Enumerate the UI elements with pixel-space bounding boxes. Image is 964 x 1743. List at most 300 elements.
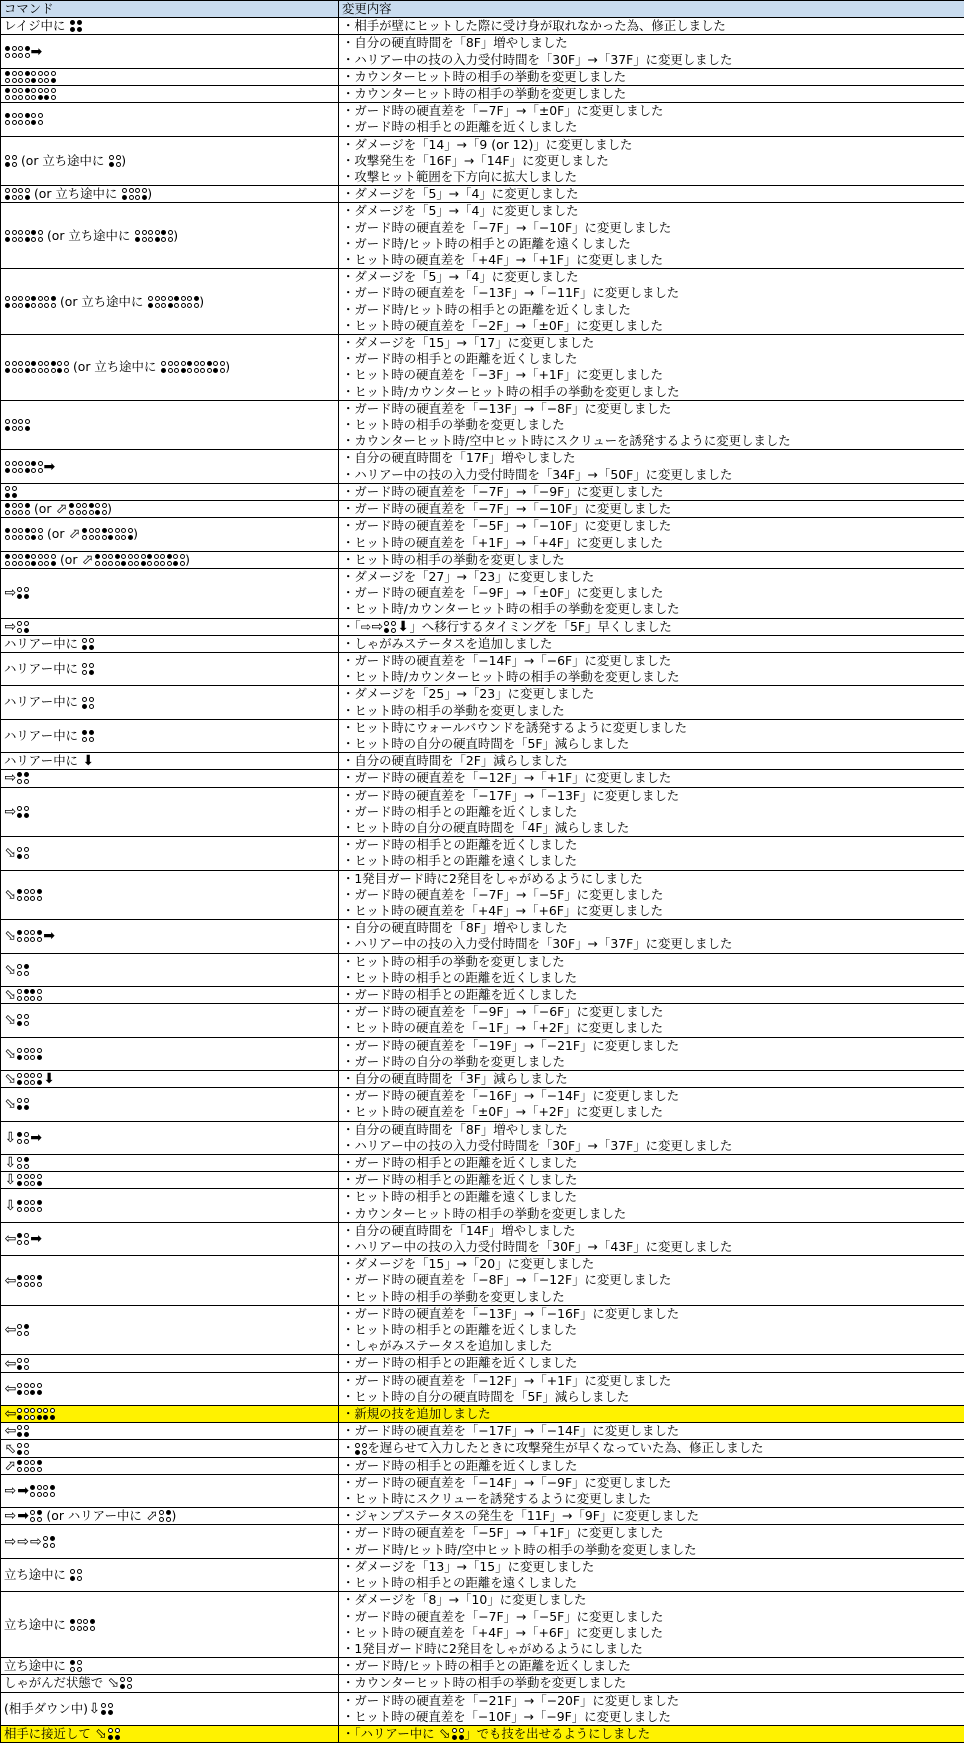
command-cell — [1, 68, 339, 85]
button-layout-icon — [30, 1408, 42, 1420]
change-description-cell — [339, 1222, 964, 1255]
direction-arrow-icon: ⬂ — [95, 1727, 107, 1741]
change-line: ・「ハリアー中に ⬂ 」でも技を出せるようにしました — [342, 1726, 961, 1742]
command-text: (or 立ち途中に — [43, 228, 134, 244]
change-line: ・自分の硬直時間を「17F」増やしました — [342, 450, 961, 466]
change-line: ・自分の硬直時間を「8F」増やしました — [342, 1122, 961, 1138]
change-line: ・ガード時の硬直差を「−13F」→「−11F」に変更しました — [342, 285, 961, 301]
table-row — [1, 568, 964, 618]
button-layout-icon — [5, 155, 17, 167]
change-description-cell — [339, 18, 964, 35]
command-cell — [1, 770, 339, 787]
command-notation — [4, 1535, 335, 1549]
change-line: ・しゃがみステータスを追加しました — [342, 1338, 961, 1354]
command-notation — [4, 661, 335, 677]
button-layout-icon — [161, 230, 173, 242]
table-row — [1, 203, 964, 269]
command-text: (or 立ち途中に — [30, 186, 121, 202]
command-cell — [1, 501, 339, 518]
command-text: (or 立ち途中に — [17, 153, 108, 169]
command-text: ハリアー中に — [4, 694, 82, 710]
change-description-cell — [339, 1406, 964, 1423]
direction-arrow-icon: ➡ — [30, 1131, 42, 1145]
change-description-cell — [339, 1675, 964, 1692]
button-layout-icon — [31, 230, 43, 242]
button-layout-icon — [30, 1174, 42, 1186]
command-notation — [4, 1156, 335, 1170]
button-layout-icon — [70, 1660, 82, 1672]
change-line: ・ヒット時にスクリューを誘発するように変更しました — [342, 1491, 961, 1507]
column-header-command: コマンド — [1, 1, 339, 18]
change-description-cell — [339, 1658, 964, 1675]
button-layout-icon — [30, 1200, 42, 1212]
change-line: ・ガード時の相手との距離を近くしました — [342, 1355, 961, 1371]
button-layout-icon — [31, 554, 43, 566]
command-notation — [4, 1701, 335, 1717]
direction-arrow-icon: ➡ — [17, 1509, 29, 1523]
command-text: 立ち途中に — [4, 1617, 70, 1633]
button-layout-icon — [44, 554, 56, 566]
change-line: ・ヒット時の相手との距離を遠くしました — [342, 1575, 961, 1591]
table-row — [1, 1525, 964, 1558]
change-line: ・ヒット時の相手の挙動を変更しました — [342, 417, 961, 433]
command-notation — [4, 1173, 335, 1187]
button-layout-icon — [161, 361, 173, 373]
button-layout-icon — [18, 71, 30, 83]
command-cell — [1, 1088, 339, 1121]
change-line: ・ハリアー中の技の入力受付時間を「34F」→「50F」に変更しました — [342, 467, 961, 483]
change-description-cell — [339, 1071, 964, 1088]
change-line: ・ガード時/ヒット時/空中ヒット時の相手の挙動を変更しました — [342, 1542, 961, 1558]
change-description-cell — [339, 953, 964, 986]
button-layout-icon — [30, 1485, 42, 1497]
command-cell — [1, 518, 339, 551]
direction-arrow-icon: ⬀ — [56, 502, 68, 516]
command-notation — [4, 888, 335, 902]
command-notation — [4, 1131, 335, 1145]
change-description-cell — [339, 652, 964, 685]
change-line: ・ガード時の相手との距離を近くしました — [342, 804, 961, 820]
change-line: ・ガード時の硬直差を「−5F」→「−10F」に変更しました — [342, 518, 961, 534]
command-notation — [4, 1508, 335, 1524]
change-line: ・ヒット時の硬直差を「−10F」→「−9F」に変更しました — [342, 1709, 961, 1725]
command-cell — [1, 1423, 339, 1440]
command-notation — [4, 1567, 335, 1583]
command-notation — [4, 1407, 335, 1421]
command-cell — [1, 1372, 339, 1405]
button-layout-icon — [17, 1174, 29, 1186]
command-cell — [1, 1071, 339, 1088]
table-row — [1, 1121, 964, 1154]
change-line: ・ガード時の相手との距離を近くしました — [342, 1172, 961, 1188]
command-notation — [4, 771, 335, 785]
command-notation — [4, 694, 335, 710]
change-line: ・ヒット時の自分の硬直時間を「4F」減らしました — [342, 820, 961, 836]
button-layout-icon — [31, 528, 43, 540]
change-description-cell — [339, 35, 964, 68]
command-text: しゃがんだ状態で — [4, 1675, 107, 1691]
table-row — [1, 1725, 964, 1742]
command-notation — [4, 1357, 335, 1371]
direction-arrow-icon: ⇨ — [5, 620, 17, 634]
change-line: ・カウンターヒット時の相手の挙動を変更しました — [342, 1675, 961, 1691]
change-line: ・ヒット時の硬直差を「−1F」→「+2F」に変更しました — [342, 1020, 961, 1036]
change-description-cell — [339, 1558, 964, 1591]
change-line: ・ガード時の硬直差を「−13F」→「−8F」に変更しました — [342, 401, 961, 417]
change-line: ・ダメージを「13」→「15」に変更しました — [342, 1559, 961, 1575]
direction-arrow-icon: ⇩ — [5, 1131, 17, 1145]
button-layout-icon — [44, 88, 56, 100]
command-notation — [4, 486, 335, 498]
change-line: ・ガード時の硬直差を「−9F」→「±0F」に変更しました — [342, 585, 961, 601]
change-description-cell — [339, 1355, 964, 1372]
change-line: ・ヒット時の相手の挙動を変更しました — [342, 703, 961, 719]
button-layout-icon — [5, 554, 17, 566]
change-line: ・ガード時の硬直差を「−21F」→「−20F」に変更しました — [342, 1693, 961, 1709]
change-line: ・ガード時の相手との距離を近くしました — [342, 1155, 961, 1171]
table-row — [1, 400, 964, 450]
change-description-cell — [339, 1037, 964, 1070]
button-layout-icon — [18, 419, 30, 431]
command-cell — [1, 35, 339, 68]
command-notation — [4, 18, 335, 34]
command-cell — [1, 568, 339, 618]
command-cell — [1, 1725, 339, 1742]
command-text: ) — [133, 526, 138, 542]
direction-arrow-icon: ⇦ — [5, 1323, 17, 1337]
change-line: ・自分の硬直時間を「3F」減らしました — [342, 1071, 961, 1087]
table-row — [1, 986, 964, 1003]
button-layout-icon — [121, 528, 133, 540]
change-description-cell — [339, 870, 964, 920]
change-description-cell — [339, 1121, 964, 1154]
button-layout-icon — [17, 989, 29, 1001]
table-row — [1, 652, 964, 685]
change-line: ・ヒット時/カウンターヒット時の相手の挙動を変更しました — [342, 601, 961, 617]
change-line: ・「⇨⇨ ⬇」へ移行するタイミングを「5F」早くしました — [342, 619, 961, 635]
button-layout-icon — [82, 528, 94, 540]
change-line: ・ヒット時の硬直差を「+4F」→「+6F」に変更しました — [342, 1625, 961, 1641]
table-row — [1, 1256, 964, 1306]
button-layout-icon — [5, 486, 17, 498]
direction-arrow-icon: ⇨ — [5, 1484, 17, 1498]
command-notation — [4, 460, 335, 474]
command-notation — [4, 228, 335, 244]
table-row — [1, 1508, 964, 1525]
button-layout-icon — [174, 361, 186, 373]
button-layout-icon — [17, 621, 29, 633]
button-layout-icon — [30, 889, 42, 901]
button-layout-icon — [82, 697, 94, 709]
command-text: ) — [121, 153, 126, 169]
command-text: (or — [43, 526, 68, 542]
command-cell — [1, 618, 339, 635]
command-notation — [4, 1199, 335, 1213]
button-layout-icon — [18, 88, 30, 100]
table-row — [1, 1305, 964, 1355]
direction-arrow-icon: ⇨ — [5, 771, 17, 785]
command-notation — [4, 988, 335, 1002]
command-text: 相手に接近して — [4, 1726, 95, 1742]
change-line: ・ガード時/ヒット時の相手との距離を遠くしました — [342, 236, 961, 252]
change-description-cell — [339, 335, 964, 401]
direction-arrow-icon: ⇦ — [5, 1407, 17, 1421]
command-notation — [4, 620, 335, 634]
command-cell — [1, 753, 339, 770]
change-line: ・しゃがみステータスを追加しました — [342, 636, 961, 652]
command-text: ハリアー中に — [4, 636, 82, 652]
button-layout-icon — [5, 113, 17, 125]
change-description-cell — [339, 787, 964, 837]
button-layout-icon — [17, 1200, 29, 1212]
button-layout-icon — [213, 361, 225, 373]
change-line: ・ヒット時の相手との距離を近くしました — [342, 970, 961, 986]
command-cell — [1, 86, 339, 103]
command-notation — [4, 1097, 335, 1111]
command-cell — [1, 1121, 339, 1154]
button-layout-icon — [17, 889, 29, 901]
button-layout-icon — [5, 296, 17, 308]
command-text: ハリアー中に — [4, 661, 82, 677]
change-description-cell — [339, 770, 964, 787]
command-notation — [4, 1072, 335, 1086]
command-cell — [1, 103, 339, 136]
button-layout-icon — [57, 361, 69, 373]
command-notation — [4, 186, 335, 202]
table-row — [1, 1004, 964, 1037]
button-layout-icon — [452, 1728, 464, 1740]
button-layout-icon — [95, 528, 107, 540]
button-layout-icon — [17, 806, 29, 818]
change-line: ・カウンターヒット時の相手の挙動を変更しました — [342, 1206, 961, 1222]
change-line: ・自分の硬直時間を「14F」増やしました — [342, 1223, 961, 1239]
change-line: ・ガード時の硬直差を「−14F」→「−9F」に変更しました — [342, 1475, 961, 1491]
button-layout-icon — [17, 1383, 29, 1395]
table-header-row — [1, 1, 964, 18]
command-cell — [1, 335, 339, 401]
change-description-cell — [339, 501, 964, 518]
change-description-cell — [339, 1440, 964, 1457]
button-layout-icon — [95, 554, 107, 566]
change-line: ・ガード時の相手との距離を近くしました — [342, 1458, 961, 1474]
change-description-cell — [339, 518, 964, 551]
direction-arrow-icon: ➡ — [17, 1484, 29, 1498]
change-line: ・ハリアー中の技の入力受付時間を「30F」→「37F」に変更しました — [342, 1138, 961, 1154]
button-layout-icon — [17, 847, 29, 859]
column-header-changes: 変更内容 — [339, 1, 964, 18]
change-line: ・ハリアー中の技の入力受付時間を「30F」→「37F」に変更しました — [342, 52, 961, 68]
button-layout-icon — [44, 71, 56, 83]
button-layout-icon — [18, 230, 30, 242]
command-notation — [4, 45, 335, 59]
change-description-cell — [339, 1305, 964, 1355]
command-notation — [4, 71, 335, 83]
button-layout-icon — [5, 46, 17, 58]
change-line: ・ガード時の硬直差を「−7F」→「−5F」に変更しました — [342, 1609, 961, 1625]
change-description-cell — [339, 1372, 964, 1405]
button-layout-icon — [17, 1098, 29, 1110]
change-description-cell — [339, 1457, 964, 1474]
command-notation — [4, 1047, 335, 1061]
table-row — [1, 770, 964, 787]
command-cell — [1, 1692, 339, 1725]
change-line: ・ガード時の硬直差を「−7F」→「−10F」に変更しました — [342, 220, 961, 236]
button-layout-icon — [5, 361, 17, 373]
table-row — [1, 1423, 964, 1440]
command-cell — [1, 1406, 339, 1423]
command-notation — [4, 294, 335, 310]
change-line: ・攻撃ヒット範囲を下方向に拡大しました — [342, 169, 961, 185]
change-line: ・ヒット時/カウンターヒット時の相手の挙動を変更しました — [342, 669, 961, 685]
command-notation — [4, 929, 335, 943]
button-layout-icon — [5, 71, 17, 83]
command-cell — [1, 1355, 339, 1372]
change-line: ・新規の技を追加しました — [342, 1406, 961, 1422]
change-description-cell — [339, 1474, 964, 1507]
button-layout-icon — [5, 419, 17, 431]
button-layout-icon — [109, 155, 121, 167]
command-cell — [1, 1592, 339, 1658]
command-cell — [1, 18, 339, 35]
table-row — [1, 1558, 964, 1591]
change-description-cell — [339, 186, 964, 203]
table-row — [1, 1037, 964, 1070]
direction-arrow-icon: ⬀ — [82, 553, 94, 567]
change-line: ・ヒット時の相手との距離を近くしました — [342, 1322, 961, 1338]
command-cell — [1, 1004, 339, 1037]
table-row — [1, 1372, 964, 1405]
change-line: ・ガード時の硬直差を「−9F」→「−6F」に変更しました — [342, 1004, 961, 1020]
command-notation — [4, 753, 335, 769]
change-line: ・ヒット時の相手の挙動を変更しました — [342, 954, 961, 970]
direction-arrow-icon: ⇦ — [5, 1357, 17, 1371]
button-layout-icon — [18, 528, 30, 540]
change-description-cell — [339, 86, 964, 103]
command-cell — [1, 400, 339, 450]
change-description-cell — [339, 1189, 964, 1222]
change-line: ・ダメージを「5」→「4」に変更しました — [342, 186, 961, 202]
change-description-cell — [339, 483, 964, 500]
change-description-cell — [339, 1692, 964, 1725]
change-line: ・ガード時の硬直差を「−17F」→「−13F」に変更しました — [342, 788, 961, 804]
button-layout-icon — [30, 1460, 42, 1472]
button-layout-icon — [43, 1536, 55, 1548]
button-layout-icon — [30, 930, 42, 942]
command-cell — [1, 1222, 339, 1255]
direction-arrow-icon: ⇦ — [5, 1232, 17, 1246]
change-description-cell — [339, 1725, 964, 1742]
change-line: ・ガード時の硬直差を「−7F」→「−10F」に変更しました — [342, 501, 961, 517]
table-row — [1, 1222, 964, 1255]
change-description-cell — [339, 719, 964, 752]
button-layout-icon — [5, 230, 17, 242]
button-layout-icon — [17, 1408, 29, 1420]
command-cell — [1, 551, 339, 568]
button-layout-icon — [147, 554, 159, 566]
button-layout-icon — [30, 1383, 42, 1395]
direction-arrow-icon: ⬂ — [5, 1047, 17, 1061]
change-line: ・ガード時の相手との距離を近くしました — [342, 987, 961, 1003]
table-row — [1, 953, 964, 986]
command-notation — [4, 846, 335, 860]
button-layout-icon — [17, 1014, 29, 1026]
table-row — [1, 1692, 964, 1725]
command-notation — [4, 1658, 335, 1674]
change-description-cell — [339, 551, 964, 568]
button-layout-icon — [134, 554, 146, 566]
button-layout-icon — [30, 1073, 42, 1085]
command-notation — [4, 963, 335, 977]
button-layout-icon — [5, 503, 17, 515]
button-layout-icon — [5, 461, 17, 473]
change-line: ・ジャンプステータスの発生を「11F」→「9F」に変更しました — [342, 1508, 961, 1524]
command-cell — [1, 1474, 339, 1507]
command-cell — [1, 837, 339, 870]
command-text: 立ち途中に — [4, 1658, 70, 1674]
change-line: ・ガード時の硬直差を「−7F」→「−9F」に変更しました — [342, 484, 961, 500]
command-notation — [4, 1726, 335, 1742]
command-text: ) — [199, 294, 204, 310]
change-line: ・ガード時の硬直差を「−13F」→「−16F」に変更しました — [342, 1306, 961, 1322]
table-row — [1, 837, 964, 870]
change-line: ・ダメージを「5」→「4」に変更しました — [342, 269, 961, 285]
command-cell — [1, 1440, 339, 1457]
change-description-cell — [339, 68, 964, 85]
button-layout-icon — [101, 1703, 113, 1715]
button-layout-icon — [5, 88, 17, 100]
change-description-cell — [339, 1508, 964, 1525]
change-line: ・ガード時の硬直差を「−19F」→「−21F」に変更しました — [342, 1038, 961, 1054]
button-layout-icon — [18, 554, 30, 566]
button-layout-icon — [30, 1275, 42, 1287]
command-cell — [1, 1525, 339, 1558]
change-line: ・カウンターヒット時/空中ヒット時にスクリューを誘発するように変更しました — [342, 433, 961, 449]
change-line: ・自分の硬直時間を「2F」減らしました — [342, 753, 961, 769]
command-notation — [4, 1274, 335, 1288]
command-notation — [4, 552, 335, 568]
command-cell — [1, 1305, 339, 1355]
button-layout-icon — [43, 1485, 55, 1497]
button-layout-icon — [108, 528, 120, 540]
direction-arrow-icon: ⇦ — [5, 1274, 17, 1288]
button-layout-icon — [160, 554, 172, 566]
button-layout-icon — [384, 621, 396, 633]
button-layout-icon — [17, 1425, 29, 1437]
button-layout-icon — [17, 1157, 29, 1169]
command-cell — [1, 203, 339, 269]
change-description-cell — [339, 837, 964, 870]
button-layout-icon — [17, 772, 29, 784]
command-notation — [4, 153, 335, 169]
table-row — [1, 551, 964, 568]
table-row — [1, 753, 964, 770]
command-notation — [4, 1382, 335, 1396]
button-layout-icon — [30, 1048, 42, 1060]
command-cell — [1, 787, 339, 837]
change-description-cell — [339, 269, 964, 335]
button-layout-icon — [43, 1408, 55, 1420]
change-description-cell — [339, 618, 964, 635]
button-layout-icon — [82, 638, 94, 650]
button-layout-icon — [31, 113, 43, 125]
direction-arrow-icon: ⬂ — [439, 1727, 451, 1741]
button-layout-icon — [82, 503, 94, 515]
table-row — [1, 686, 964, 719]
command-cell — [1, 686, 339, 719]
change-line: ・ヒット時の相手との距離を遠くしました — [342, 853, 961, 869]
change-line: ・1発目ガード時に2発目をしゃがめるようにしました — [342, 1641, 961, 1657]
direction-arrow-icon: ⬂ — [5, 1013, 17, 1027]
